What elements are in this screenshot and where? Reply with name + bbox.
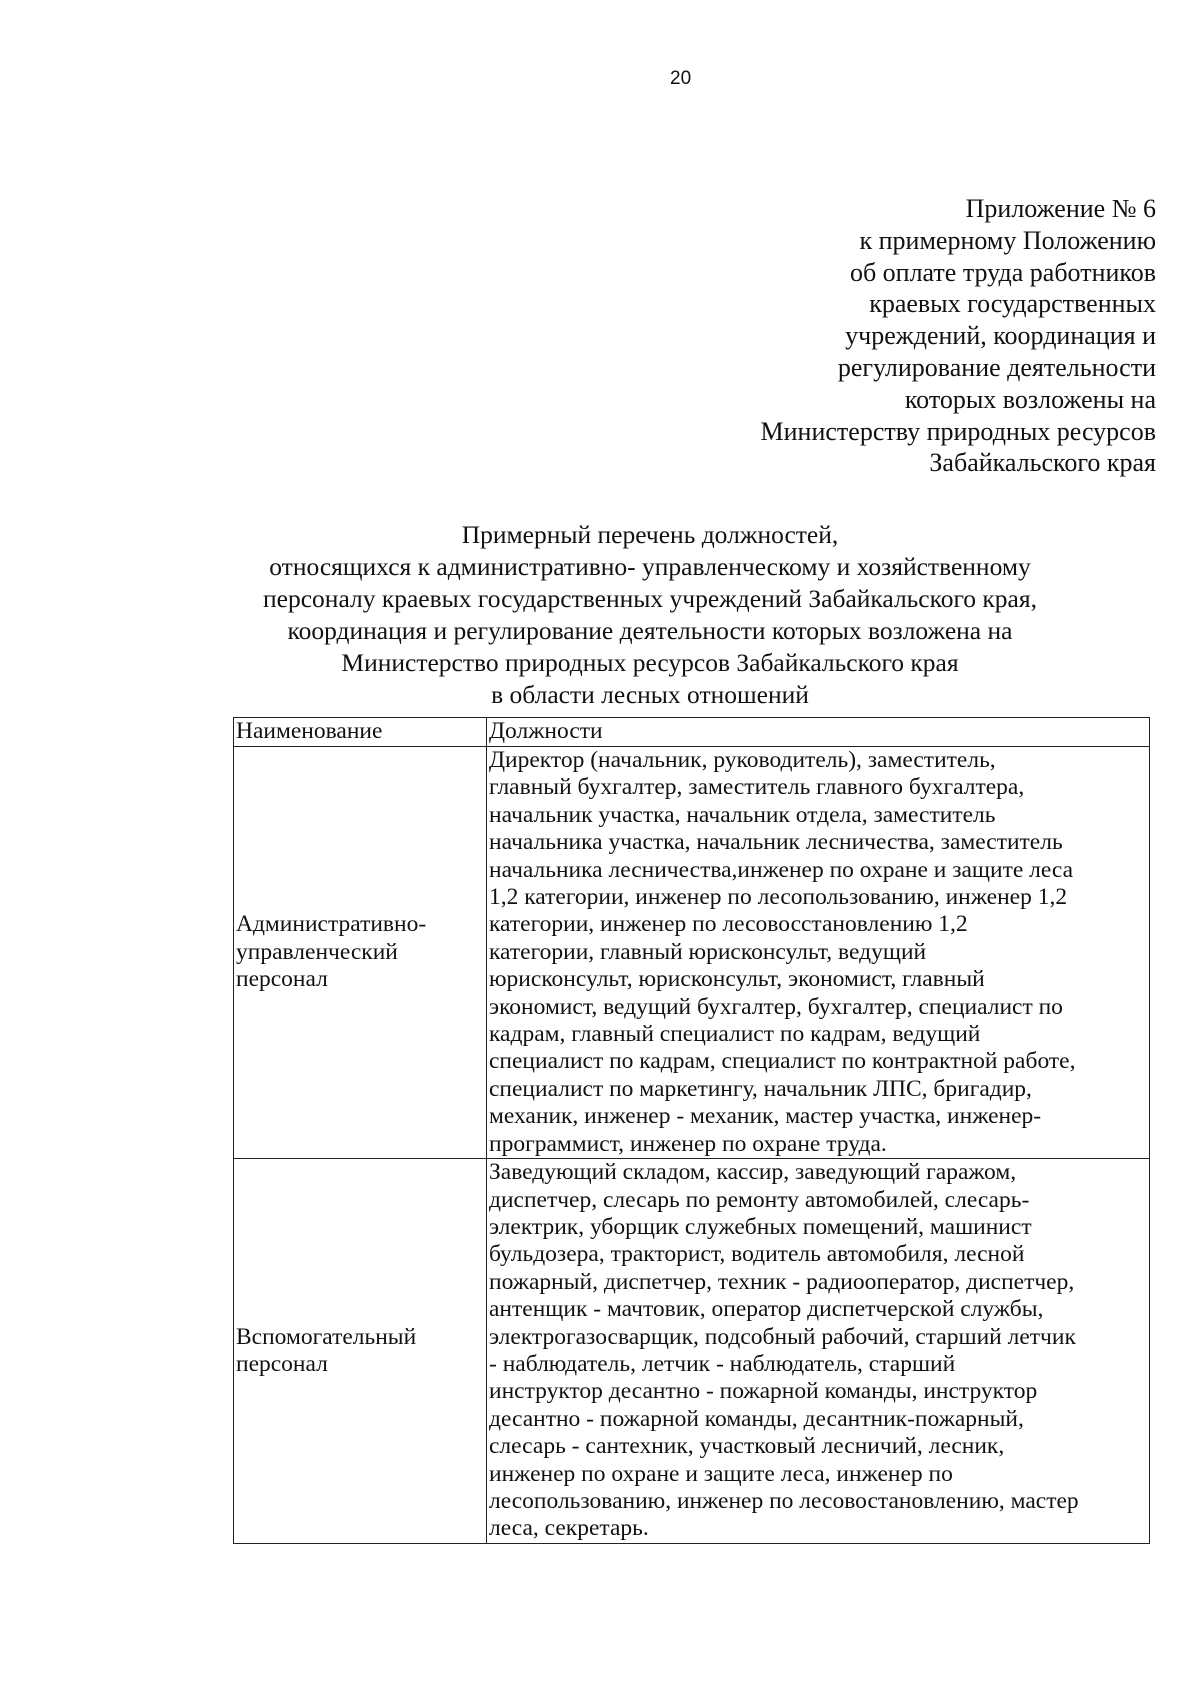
position-line: начальника участка, начальник лесничества, заместитель xyxy=(489,829,1063,856)
positions-cell xyxy=(487,1159,1150,1544)
table-header-row xyxy=(234,718,1150,747)
appendix-line: Забайкальского края xyxy=(929,448,1156,478)
position-line: категории, главный юрисконсульт, ведущий xyxy=(489,938,927,965)
page-number-text: 20 xyxy=(670,68,692,89)
position-line: 1,2 категории, инженер по лесопользованию, инженер 1,2 xyxy=(489,884,1068,911)
appendix-line: об оплате труда работников xyxy=(849,257,1156,287)
position-line: Заведующий складом, кассир, заведующий гаражом, xyxy=(489,1159,1017,1186)
document-title xyxy=(150,519,1150,711)
category-cell xyxy=(234,1159,487,1544)
header-name: Наименование xyxy=(234,718,487,747)
position-line: инженер по охране и защите леса, инженер по xyxy=(489,1460,953,1487)
title-line: координация и регулирование деятельности которых возложена на xyxy=(287,616,1013,645)
position-line: механик, инженер - механик, мастер участка, инженер- xyxy=(489,1103,1042,1130)
appendix-line: Министерству природных ресурсов xyxy=(760,416,1156,446)
position-line: электрогазосварщик, подсобный рабочий, старший летчик xyxy=(489,1323,1076,1350)
title-line: в области лесных отношений xyxy=(491,680,809,709)
position-line: программист, инженер по охране труда. xyxy=(489,1130,887,1157)
position-line: специалист по маркетингу, начальник ЛПС, бригадир, xyxy=(489,1075,1032,1102)
category-line: Административно- xyxy=(236,911,427,938)
position-line: лесопользованию, инженер по лесовостановлению, мастер xyxy=(489,1487,1079,1514)
appendix-line: Приложение № 6 xyxy=(965,194,1156,223)
position-line: бульдозера, тракторист, водитель автомобиля, лесной xyxy=(489,1241,1025,1268)
position-line: диспетчер, слесарь по ремонту автомобилей, слесарь- xyxy=(489,1186,1030,1213)
position-line: экономист, ведущий бухгалтер, бухгалтер, специалист по xyxy=(489,993,1063,1020)
position-line: десантно - пожарной команды, десантник-пожарный, xyxy=(489,1405,1024,1432)
position-line: специалист по кадрам, специалист по контрактной работе, xyxy=(489,1048,1076,1075)
position-line: антенщик - мачтовик, оператор диспетчерской службы, xyxy=(489,1296,1044,1323)
category-line: персонал xyxy=(236,966,328,993)
table-row xyxy=(234,747,1150,1159)
category-cell xyxy=(234,747,487,1159)
position-line: главный бухгалтер, заместитель главного бухгалтера, xyxy=(489,774,1025,801)
positions-cell xyxy=(487,747,1150,1159)
appendix-line: которых возложены на xyxy=(904,384,1156,414)
header-positions: Должности xyxy=(487,718,1150,747)
appendix-line: к примерному Положению xyxy=(859,225,1156,255)
table-row xyxy=(234,1159,1150,1544)
title-line: Примерный перечень должностей, xyxy=(461,520,839,549)
position-line: - наблюдатель, летчик - наблюдатель, старший xyxy=(489,1350,956,1377)
position-line: юрисконсульт, юрисконсульт, экономист, главный xyxy=(489,966,985,993)
appendix-line: регулирование деятельности xyxy=(837,352,1156,382)
position-line: пожарный, диспетчер, техник - радиооператор, диспетчер, xyxy=(489,1268,1075,1295)
position-line: леса, секретарь. xyxy=(489,1515,649,1542)
title-line: Министерство природных ресурсов Забайкальского края xyxy=(341,648,959,677)
position-line: кадрам, главный специалист по кадрам, ведущий xyxy=(489,1021,981,1048)
category-line: управленческий xyxy=(236,938,398,965)
position-line: электрик, уборщик служебных помещений, машинист xyxy=(489,1213,1032,1240)
title-line: персоналу краевых государственных учреждений Забайкальского края, xyxy=(263,584,1037,613)
appendix-reference xyxy=(596,193,1156,479)
appendix-line: учреждений, координация и xyxy=(845,321,1156,351)
category-line: персонал xyxy=(236,1350,328,1377)
title-line: относящихся к административно- управленческому и хозяйственному xyxy=(269,552,1031,581)
position-line: категории, инженер по лесовосстановлению 1,2 xyxy=(489,911,968,938)
position-line: Директор (начальник, руководитель), заместитель, xyxy=(489,747,996,773)
position-line: начальник участка, начальник отдела, заместитель xyxy=(489,801,996,828)
positions-table xyxy=(233,717,1150,1544)
position-line: инструктор десантно - пожарной команды, инструктор xyxy=(489,1378,1038,1405)
appendix-line: краевых государственных xyxy=(869,289,1156,319)
position-line: слесарь - сантехник, участковый лесничий, лесник, xyxy=(489,1433,1005,1460)
position-line: начальника лесничества,инженер по охране и защите леса xyxy=(489,856,1074,883)
category-line: Вспомогательный xyxy=(236,1323,417,1350)
